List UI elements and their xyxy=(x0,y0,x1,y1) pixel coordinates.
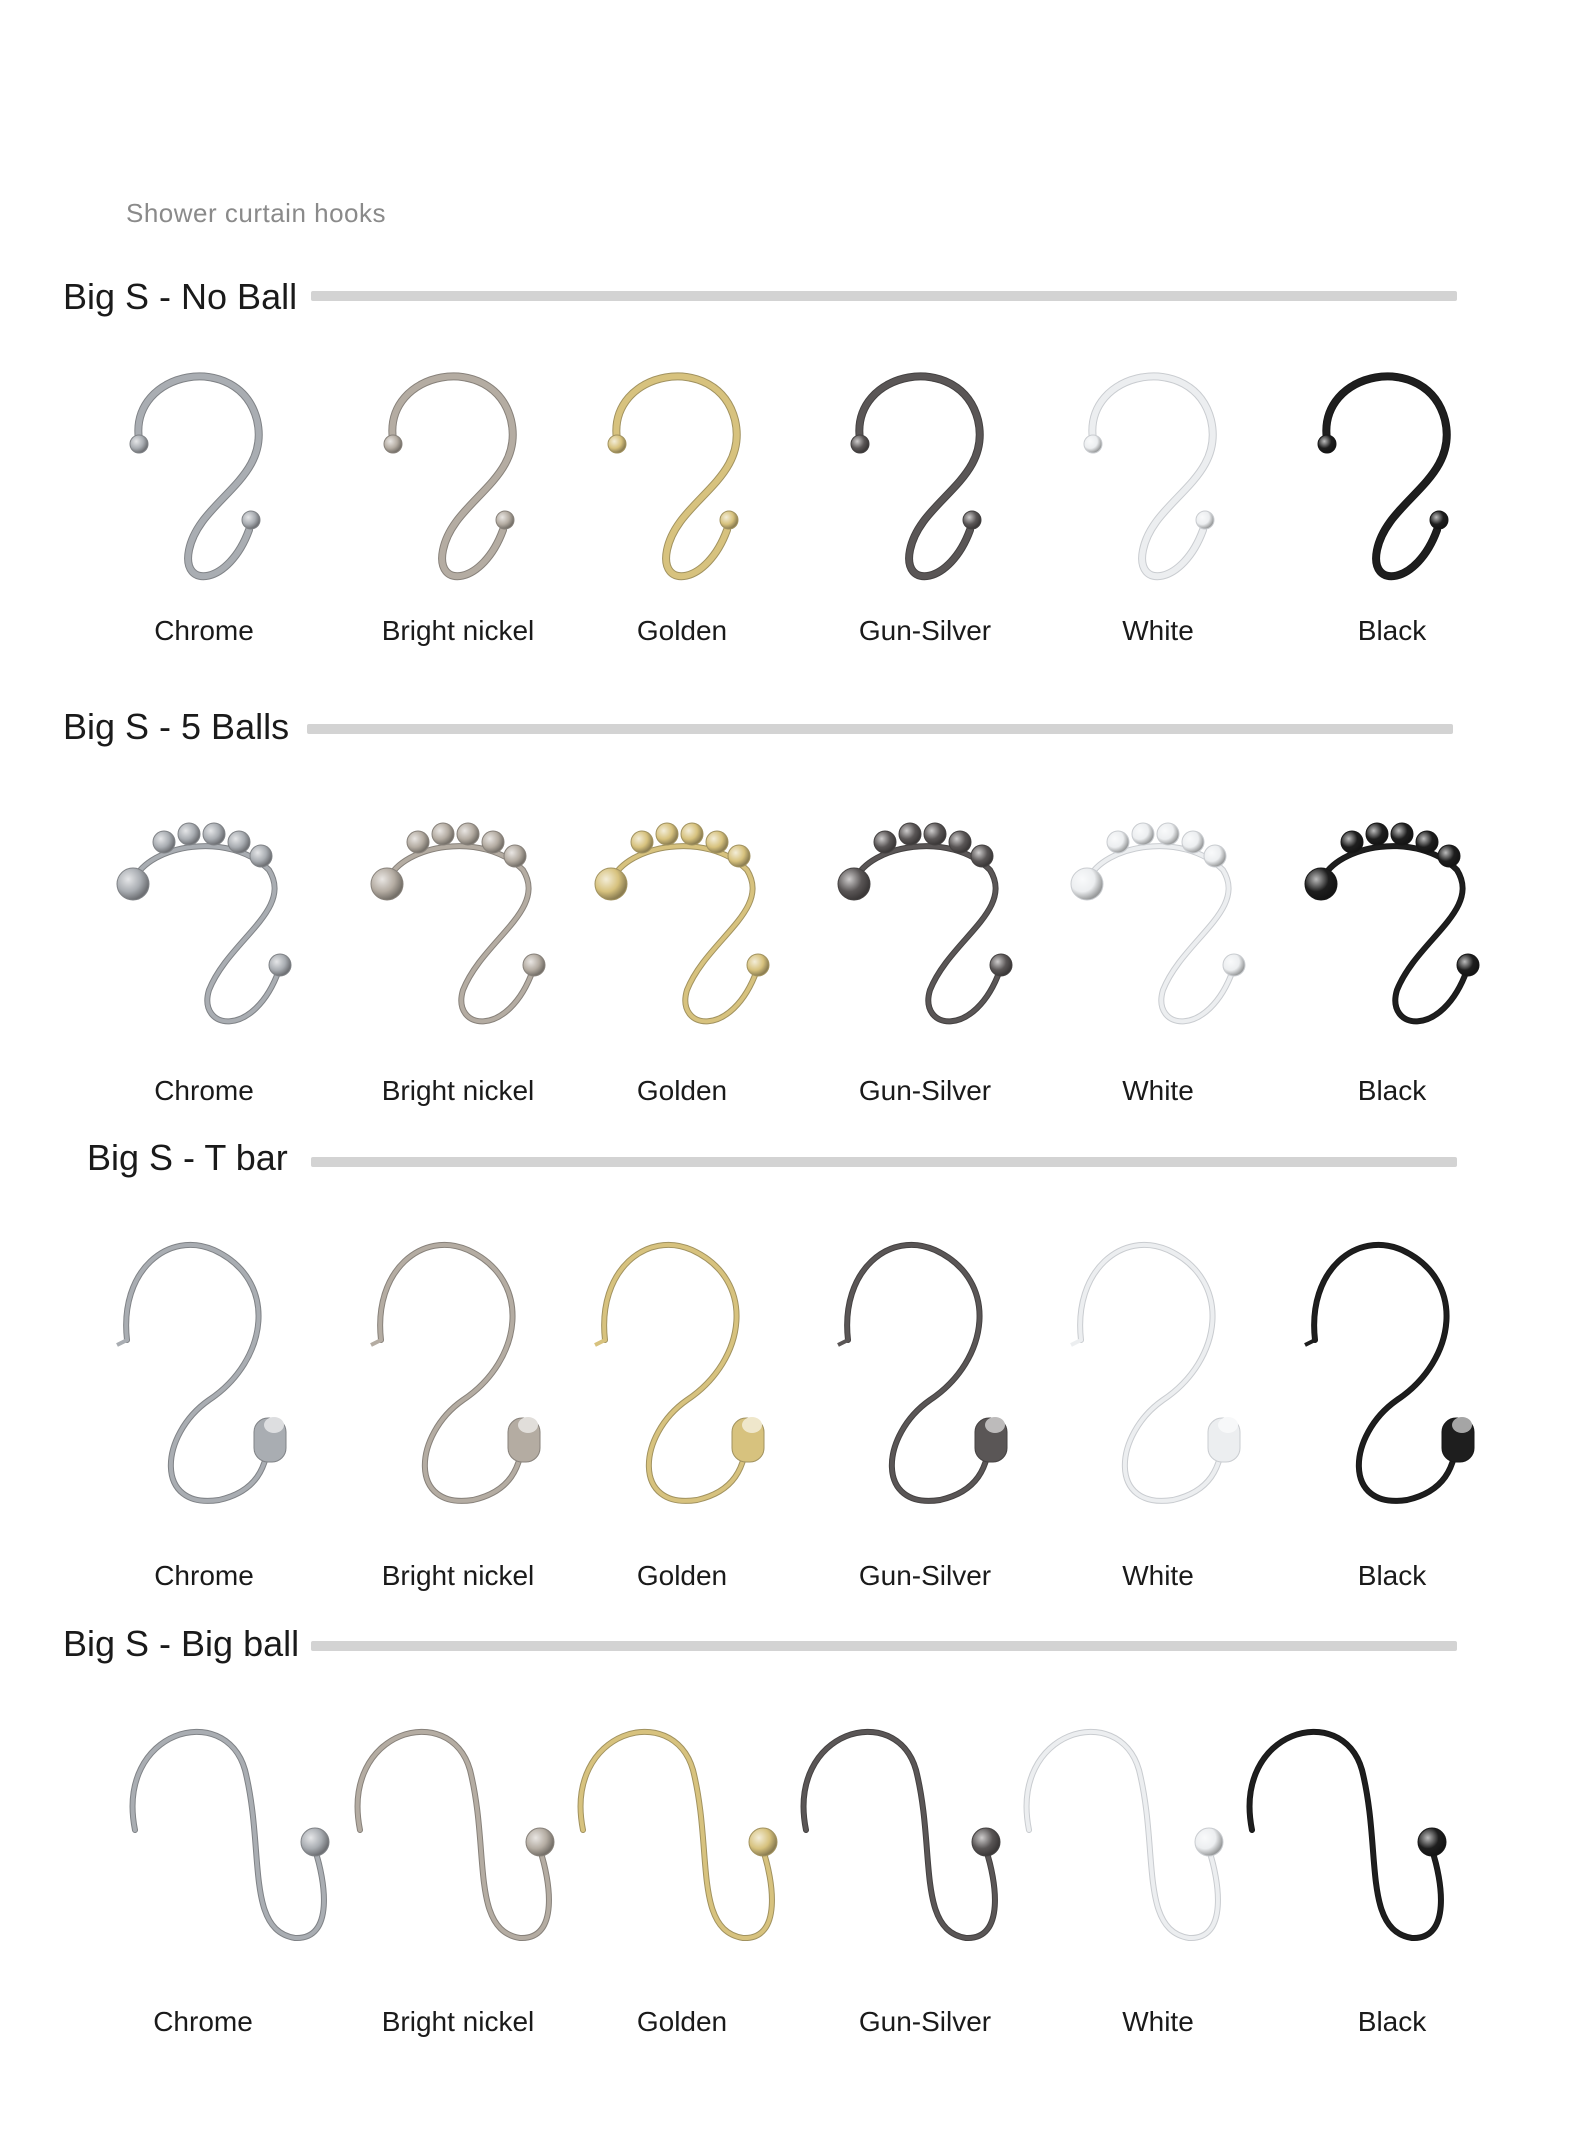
hook-image-white xyxy=(1043,1230,1273,1530)
hook-image-golden xyxy=(567,1230,797,1530)
finish-label: White xyxy=(1122,1075,1194,1106)
section-title: Big S - No Ball xyxy=(63,276,298,317)
finish-label: Bright nickel xyxy=(381,1560,535,1591)
finish-label: Gun-Silver xyxy=(858,615,992,646)
hook-image-black xyxy=(1277,1230,1507,1530)
finish-label: Black xyxy=(1357,615,1427,646)
section-title: Big S - 5 Balls xyxy=(63,706,290,747)
finish-label: Bright nickel xyxy=(381,615,535,646)
finish-label: Golden xyxy=(636,615,728,646)
hook-image-bright-nickel xyxy=(340,1710,570,1970)
finish-label: Chrome xyxy=(154,615,254,646)
finish-label: Golden xyxy=(636,1075,728,1106)
hook-image-chrome xyxy=(89,350,319,610)
finish-label: Golden xyxy=(636,2006,728,2037)
hook-image-black xyxy=(1232,1710,1462,1970)
hook-image-chrome xyxy=(89,1230,319,1530)
finish-label: White xyxy=(1122,615,1194,646)
finish-label: Chrome xyxy=(154,1075,254,1106)
hook-image-chrome xyxy=(89,800,319,1060)
section-divider xyxy=(311,291,1457,301)
section-title: Big S - T bar xyxy=(87,1137,288,1178)
hook-image-bright-nickel xyxy=(343,350,573,610)
hook-image-white xyxy=(1009,1710,1239,1970)
hook-image-gun-silver xyxy=(810,1230,1040,1530)
page-caption: Shower curtain hooks xyxy=(126,198,387,228)
finish-label: Black xyxy=(1357,2006,1427,2037)
finish-label: White xyxy=(1122,2006,1194,2037)
finish-label: Gun-Silver xyxy=(858,1560,992,1591)
hook-image-chrome xyxy=(115,1710,345,1970)
finish-label: Gun-Silver xyxy=(858,2006,992,2037)
finish-label: Chrome xyxy=(154,1560,254,1591)
hook-image-black xyxy=(1277,350,1507,610)
hook-image-golden xyxy=(563,1710,793,1970)
hook-image-bright-nickel xyxy=(343,800,573,1060)
hook-image-golden xyxy=(567,800,797,1060)
finish-label: Black xyxy=(1357,1560,1427,1591)
hook-image-golden xyxy=(567,350,797,610)
section-divider xyxy=(307,724,1453,734)
hook-image-white xyxy=(1043,800,1273,1060)
finish-label: Bright nickel xyxy=(381,2006,535,2037)
finish-label: Golden xyxy=(636,1560,728,1591)
finish-label: Gun-Silver xyxy=(858,1075,992,1106)
hook-image-black xyxy=(1277,800,1507,1060)
finish-label: Chrome xyxy=(153,2006,253,2037)
section-divider xyxy=(311,1157,1457,1167)
hook-image-gun-silver xyxy=(810,800,1040,1060)
finish-label: Black xyxy=(1357,1075,1427,1106)
hook-image-white xyxy=(1043,350,1273,610)
finish-label: White xyxy=(1122,1560,1194,1591)
finish-label: Bright nickel xyxy=(381,1075,535,1106)
hook-image-gun-silver xyxy=(786,1710,1016,1970)
section-title: Big S - Big ball xyxy=(63,1623,300,1664)
hook-image-bright-nickel xyxy=(343,1230,573,1530)
section-divider xyxy=(311,1641,1457,1651)
hook-image-gun-silver xyxy=(810,350,1040,610)
